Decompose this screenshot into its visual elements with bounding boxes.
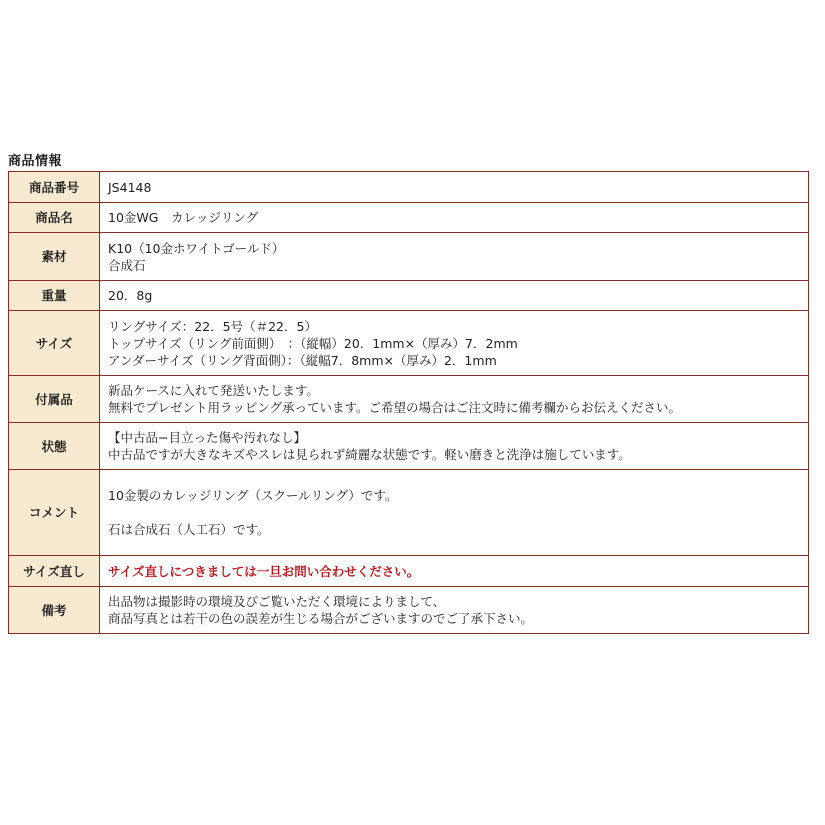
row-value [100, 556, 809, 587]
table-row-weight [9, 281, 809, 311]
table-row-product-number [9, 172, 809, 203]
product-info-table [8, 171, 809, 634]
value-line: 合成石 [108, 257, 146, 273]
value-line-spacer [108, 504, 808, 521]
value-line: JS4148 [108, 179, 152, 195]
section-title: 商品情報 [8, 154, 63, 169]
value-line: 無料でプレゼント用ラッピング承っています。ご希望の場合はご注文時に備考欄からお伝えください。 [108, 400, 682, 415]
row-value [100, 470, 809, 556]
value-line: 出品物は撮影時の環境及びご覧いただく環境によりまして、 [108, 594, 446, 609]
row-value [100, 423, 809, 470]
value-line: 石は合成石（人工石）です。 [108, 522, 270, 537]
row-value [100, 376, 809, 423]
table-row-comment [9, 470, 809, 556]
table-row-condition [9, 423, 809, 470]
table-row-material [9, 233, 809, 281]
value-line: サイズ直しにつきましては一旦お問い合わせください。 [108, 563, 420, 579]
table-row-notes [9, 587, 809, 634]
value-line: 新品ケースに入れて発送いたします。 [108, 383, 319, 398]
row-label: 素材 [9, 233, 100, 281]
table-row-accessories [9, 376, 809, 423]
value-line: K10（10金ホワイトゴールド） [108, 240, 285, 256]
value-line: リングサイズ：22．5号（＃22．5） [108, 318, 317, 334]
row-label: コメント [9, 470, 100, 556]
table-row-product-name [9, 203, 809, 233]
value-line: トップサイズ（リング前面側） ：（縦幅）20．1mm×（厚み）7．2mm [108, 335, 518, 351]
value-line: 【中古品−目立った傷や汚れなし】 [108, 430, 306, 445]
row-value [100, 587, 809, 634]
row-value [100, 203, 809, 233]
value-line: アンダーサイズ（リング背面側）：（縦幅7．8mm×（厚み）2．1mm [108, 352, 497, 368]
row-value [100, 233, 809, 281]
value-line: 10金WG カレッジリング [108, 210, 259, 225]
table-row-resizing [9, 556, 809, 587]
row-label: サイズ [9, 311, 100, 376]
row-label: 付属品 [9, 376, 100, 423]
row-value [100, 172, 809, 203]
row-label: 商品番号 [9, 172, 100, 203]
row-value [100, 311, 809, 376]
value-line: 20．8g [108, 288, 153, 303]
row-label: 商品名 [9, 203, 100, 233]
row-value [100, 281, 809, 311]
row-label: 状態 [9, 423, 100, 470]
value-line: 商品写真とは若干の色の誤差が生じる場合がございますのでご了承下さい。 [108, 611, 534, 626]
value-line: 中古品ですが大きなキズやスレは見られず綺麗な状態です。軽い磨きと洗浄は施しています。 [108, 447, 631, 462]
row-label: 重量 [9, 281, 100, 311]
value-line: 10金製のカレッジリング（スクールリング）です。 [108, 488, 398, 503]
row-label: サイズ直し [9, 556, 100, 587]
table-row-size [9, 311, 809, 376]
row-label: 備考 [9, 587, 100, 634]
